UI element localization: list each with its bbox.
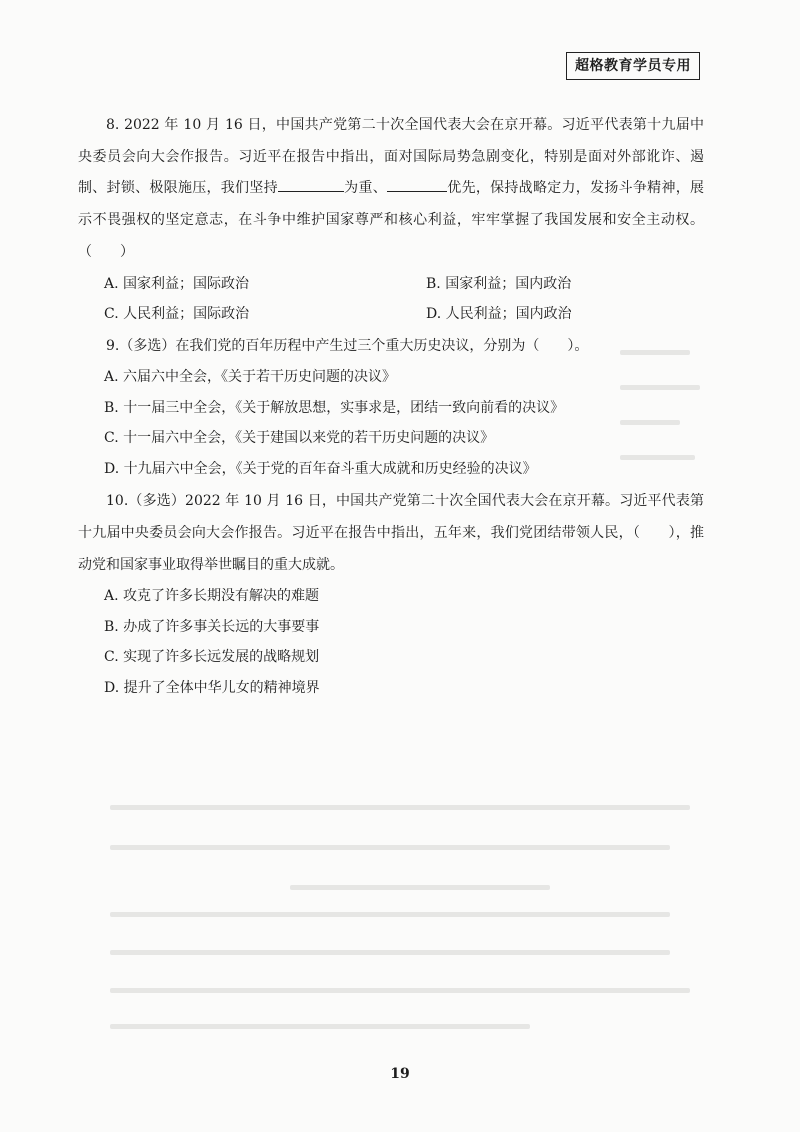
- answer-blank: [278, 179, 344, 192]
- option-c: C. 实现了许多长远发展的战略规划: [104, 649, 320, 666]
- answer-blank: [387, 179, 447, 192]
- option-a: A. 国家利益；国际政治: [104, 275, 250, 292]
- question-8-text: [78, 110, 704, 269]
- show-through-line: [110, 950, 670, 955]
- option-row: [78, 299, 704, 329]
- option-a: A. 攻克了许多长期没有解决的难题: [104, 588, 320, 605]
- question-8-text-before: 8. 2022 年 10 月 16 日，中国共产党第二十次全国代表大会在京开幕。习近平代表第十九届中央委员会向大会作报告。习近平在报告中指出，面对国际局势急剧变化，特别是面对外部讹诈、遏制、封锁、极限施压，我们坚持: [78, 117, 704, 197]
- option-d: D. 十九届六中全会，《关于党的百年奋斗重大成就和历史经验的决议》: [104, 460, 537, 477]
- question-10-text: 10.（多选）2022 年 10 月 16 日，中国共产党第二十次全国代表大会在京开幕。习近平代表第十九届中央委员会向大会作报告。习近平在报告中指出，五年来，我们党团结带领人民，（ ），推动党和国家事业取得举世瞩目的重大成就。: [78, 493, 704, 573]
- question-9-text: 9.（多选）在我们党的百年历程中产生过三个重大历史决议，分别为（ ）。: [106, 337, 589, 354]
- page-number: 19: [390, 1066, 410, 1082]
- option-d: D. 提升了全体中华儿女的精神境界: [104, 679, 320, 696]
- show-through-line: [110, 912, 670, 917]
- question-8-text-after: 优先，保持战略定力，发扬斗争精神，展示不畏强权的坚定意志，在斗争中维护国家尊严和核心利益，牢牢掌握了我国发展和安全主动权。（ ）: [78, 180, 705, 260]
- question-9: [78, 331, 704, 485]
- header-tag: 超格教育学员专用: [566, 52, 700, 80]
- show-through-line: [110, 845, 670, 850]
- show-through-line: [110, 1024, 530, 1029]
- option-b: B. 国家利益；国内政治: [426, 275, 572, 292]
- option-c: C. 十一届六中全会，《关于建国以来党的若干历史问题的决议》: [104, 430, 495, 447]
- option-a: A. 六届六中全会，《关于若干历史问题的决议》: [104, 369, 397, 386]
- option-b: B. 十一届三中全会，《关于解放思想，实事求是，团结一致向前看的决议》: [104, 399, 565, 416]
- option-c: C. 人民利益；国际政治: [104, 305, 250, 322]
- option-d: D. 人民利益；国内政治: [426, 305, 572, 322]
- show-through-line: [290, 885, 550, 890]
- question-8: [78, 110, 704, 329]
- question-content: [78, 110, 704, 703]
- question-8-text-mid: 为重、: [343, 180, 388, 197]
- show-through-line: [110, 988, 690, 993]
- option-b: B. 办成了许多事关长远的大事要事: [104, 618, 320, 635]
- show-through-line: [110, 805, 690, 810]
- question-10: [78, 486, 704, 703]
- option-row: [78, 269, 704, 299]
